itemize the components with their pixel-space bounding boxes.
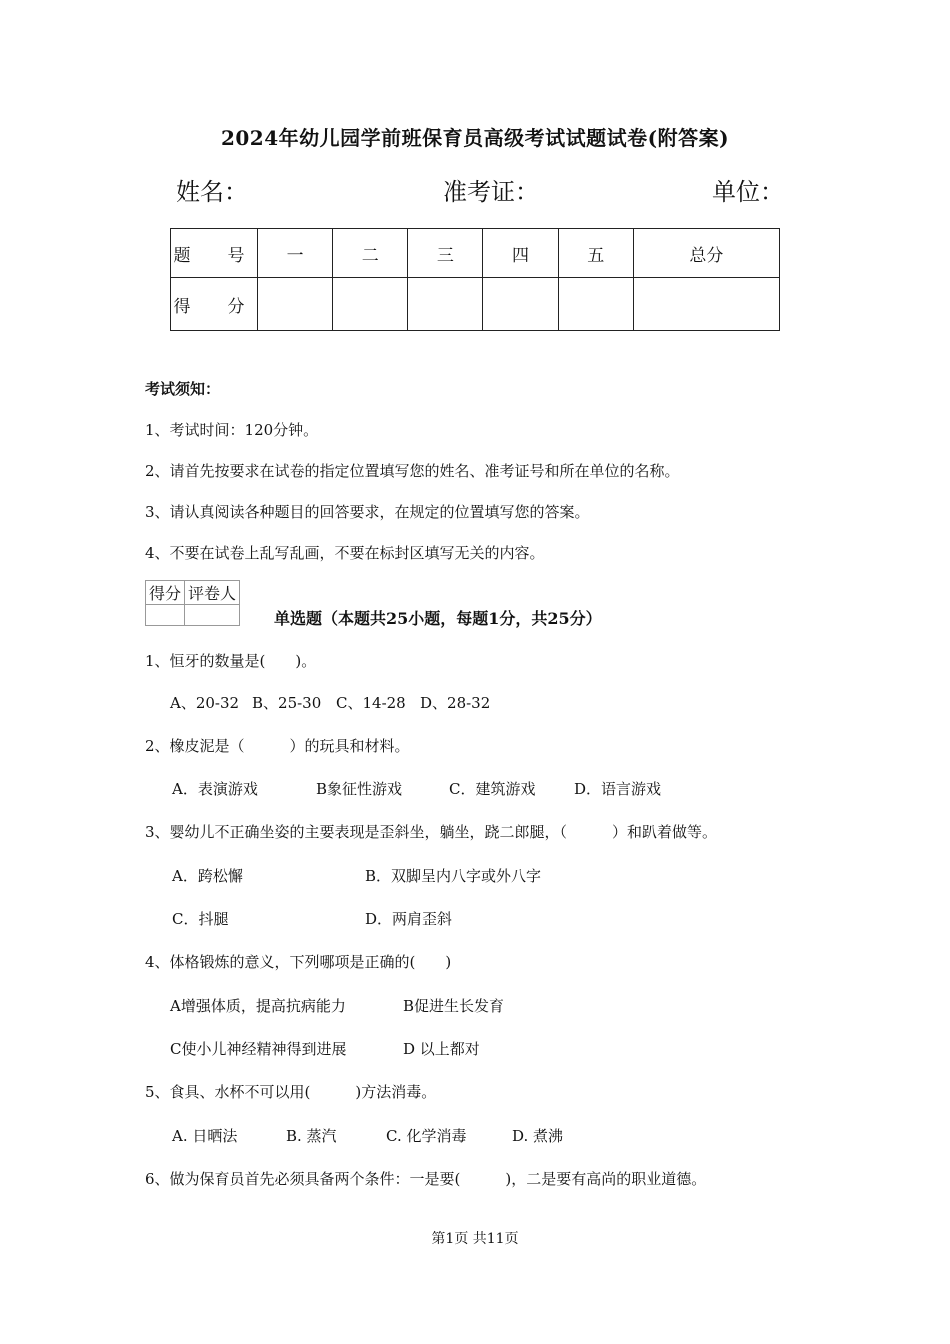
score-entry-cell[interactable]	[333, 278, 408, 331]
question-option: B．双脚呈内八字或外八字	[365, 867, 542, 885]
score-table-cell: 一	[258, 229, 333, 278]
score-entry-cell[interactable]	[483, 278, 558, 331]
question-option: C．建筑游戏	[449, 780, 536, 798]
notice-item: 3、请认真阅读各种题目的回答要求，在规定的位置填写您的答案。	[145, 503, 590, 521]
question-stem: 2、橡皮泥是（ ）的玩具和材料。	[145, 737, 410, 755]
question-stem: 5、食具、水杯不可以用( )方法消毒。	[145, 1083, 437, 1101]
notice-item: 4、不要在试卷上乱写乱画，不要在标封区填写无关的内容。	[145, 544, 545, 562]
question-option: C．抖腿	[172, 910, 229, 928]
grader-box	[145, 580, 240, 626]
score-table-header-row	[171, 229, 780, 278]
grader-box-grader-cell[interactable]	[185, 605, 240, 626]
grader-box-grader-label: 评卷人	[185, 581, 240, 605]
question-stem: 3、婴幼儿不正确坐姿的主要表现是歪斜坐，躺坐，跷二郎腿，（ ）和趴着做等。	[145, 823, 718, 841]
notice-item: 1、考试时间：120分钟。	[145, 421, 319, 439]
question-option: C. 化学消毒	[386, 1127, 467, 1145]
page-title: 2024年幼儿园学前班保育员高级考试试题试卷(附答案)	[220, 126, 730, 150]
score-table-cell: 五	[558, 229, 633, 278]
score-table	[170, 228, 780, 331]
score-table-cell: 二	[333, 229, 408, 278]
score-table-cell: 三	[408, 229, 483, 278]
question-option: D 以上都对	[403, 1040, 480, 1058]
score-table-cell: 总分	[633, 229, 779, 278]
unit-field-label: 单位：	[712, 178, 784, 206]
grader-box-score-cell[interactable]	[146, 605, 185, 626]
question-stem: 6、做为保育员首先必须具备两个条件：一是要( )，二是要有高尚的职业道德。	[145, 1170, 707, 1188]
question-stem: 1、恒牙的数量是( )。	[145, 652, 317, 670]
question-option: D. 煮沸	[512, 1127, 564, 1145]
name-field-label: 姓名：	[176, 178, 248, 206]
score-entry-cell[interactable]	[408, 278, 483, 331]
question-option: A．跨松懈	[172, 867, 243, 885]
question-option: A. 日晒法	[172, 1127, 238, 1145]
score-entry-cell[interactable]	[633, 278, 779, 331]
score-entry-cell[interactable]	[258, 278, 333, 331]
question-option: B促进生长发育	[403, 997, 505, 1015]
question-stem: 4、体格锻炼的意义，下列哪项是正确的( )	[145, 953, 452, 971]
question-option: B象征性游戏	[316, 780, 403, 798]
grader-box-score-label: 得分	[146, 581, 185, 605]
exam-id-field-label: 准考证：	[443, 178, 539, 206]
question-option: B. 蒸汽	[286, 1127, 337, 1145]
notice-heading: 考试须知：	[145, 380, 221, 398]
page-footer: 第1页 共11页	[431, 1231, 519, 1247]
score-table-cell: 得 分	[171, 278, 258, 331]
question-option: D．语言游戏	[574, 780, 662, 798]
question-option: C使小儿神经精神得到进展	[170, 1040, 347, 1058]
score-table-cell: 四	[483, 229, 558, 278]
question-option: B、25-30	[252, 694, 322, 712]
question-option: D、28-32	[420, 694, 491, 712]
score-table-score-row	[171, 278, 780, 331]
question-option: A、20-32	[170, 694, 240, 712]
question-option: A．表演游戏	[172, 780, 258, 798]
notice-item: 2、请首先按要求在试卷的指定位置填写您的姓名、准考证号和所在单位的名称。	[145, 462, 680, 480]
section-title: 单选题（本题共25小题，每题1分，共25分）	[274, 609, 602, 628]
question-option: D．两肩歪斜	[365, 910, 453, 928]
score-table-cell: 题 号	[171, 229, 258, 278]
question-option: C、14-28	[336, 694, 406, 712]
question-option: A增强体质，提高抗病能力	[170, 997, 346, 1015]
score-entry-cell[interactable]	[558, 278, 633, 331]
